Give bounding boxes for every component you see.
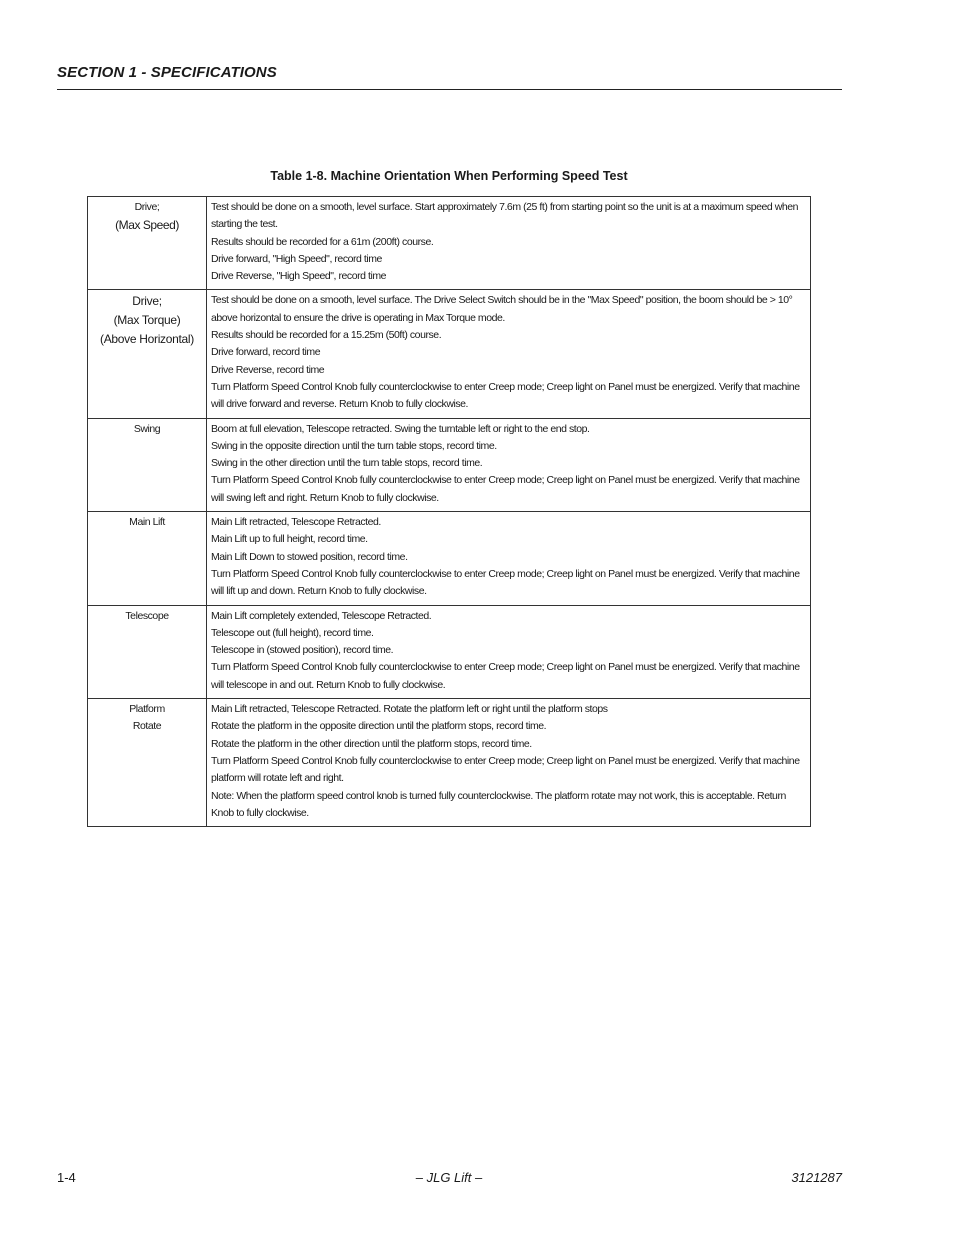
instruction-line: Swing in the other direction until the turn table stops, record time. [211, 457, 483, 470]
label-line: Rotate [132, 720, 162, 733]
row-instructions [207, 699, 811, 827]
instruction-line: Drive Reverse, "High Speed", record time [211, 270, 387, 283]
table-row [88, 290, 811, 418]
instruction-line: Results should be recorded for a 61m (200ft) course. [211, 235, 434, 248]
instruction-line: Turn Platform Speed Control Knob fully counterclockwise to enter Creep mode; Creep light on Panel must be energized. Verify that machine platform will rotate left and right. [211, 754, 800, 785]
row-label [88, 605, 207, 698]
row-label [88, 418, 207, 511]
table-row [88, 512, 811, 605]
row-instructions [207, 290, 811, 418]
label-line: Platform [129, 703, 165, 716]
instruction-line: Note: When the platform speed control knob is turned fully counterclockwise. The platform rotate may not work, this is acceptable. Return Knob to fully clockwise. [211, 789, 786, 819]
instruction-line: Rotate the platform in the other direction until the platform stops, record time. [211, 737, 532, 750]
instruction-line: Results should be recorded for a 15.25m (50ft) course. [211, 329, 442, 342]
header-rule [57, 89, 842, 90]
footer-brand: – JLG Lift – [415, 1170, 483, 1185]
instruction-line: Rotate the platform in the opposite direction until the platform stops, record time. [211, 720, 547, 733]
row-label [88, 197, 207, 290]
instruction-line: Main Lift completely extended, Telescope Retracted. [211, 609, 432, 622]
label-line: Main Lift [129, 516, 165, 529]
table-row [88, 699, 811, 827]
table-row [88, 197, 811, 290]
instruction-line: Boom at full elevation, Telescope retracted. Swing the turntable left or right to the end stop. [211, 422, 590, 435]
label-line: Drive; [134, 201, 160, 213]
table-row [88, 605, 811, 698]
instruction-line: Telescope in (stowed position), record time. [211, 644, 394, 657]
instruction-line: Drive forward, "High Speed", record time [211, 252, 382, 265]
row-instructions [207, 512, 811, 605]
instruction-line: Turn Platform Speed Control Knob fully counterclockwise to enter Creep mode; Creep light on Panel must be energized. Verify that machine will swing left and right. Return Knob to fully clockwise. [211, 474, 800, 504]
label-line: (Above Horizontal) [100, 332, 194, 347]
label-line: (Max Speed) [115, 218, 179, 233]
label-line: Drive; [132, 294, 162, 309]
instruction-line: Main Lift retracted, Telescope Retracted. [211, 516, 381, 529]
table-title: Table 1-8. Machine Orientation When Performing Speed Test [270, 169, 628, 183]
instruction-line: Turn Platform Speed Control Knob fully counterclockwise to enter Creep mode; Creep light on Panel must be energized. Verify that machine will drive forward and reverse. Return Knob to fully clockwise. [211, 380, 800, 411]
row-instructions [207, 197, 811, 290]
label-line: Swing [133, 422, 161, 435]
row-instructions [207, 418, 811, 511]
table-row [88, 418, 811, 511]
page-number: 1-4 [57, 1170, 76, 1185]
row-label [88, 699, 207, 827]
instruction-line: Test should be done on a smooth, level surface. Start approximately 7.6m (25 ft) from starting point so the unit is at a maximum speed when starting the test. [211, 201, 799, 231]
label-line: Telescope [125, 609, 169, 622]
speed-test-table [87, 196, 811, 827]
instruction-line: Drive forward, record time [211, 346, 321, 359]
label-line: (Max Torque) [113, 313, 181, 328]
row-label [88, 290, 207, 418]
row-instructions [207, 605, 811, 698]
instruction-line: Telescope out (full height), record time. [211, 626, 374, 639]
document-number: 3121287 [791, 1170, 842, 1185]
instruction-line: Swing in the opposite direction until the turn table stops, record time. [211, 439, 497, 452]
instruction-line: Main Lift up to full height, record time. [211, 533, 368, 546]
instruction-line: Turn Platform Speed Control Knob fully counterclockwise to enter Creep mode; Creep light on Panel must be energized. Verify that machine will lift up and down. Return Knob to fully clockwise. [211, 567, 800, 598]
instruction-line: Test should be done on a smooth, level surface. The Drive Select Switch should be in the "Max Speed" position, the boom should be > 10° above horizontal to ensure the drive is operating in Max Torque mode. [211, 294, 793, 324]
row-label [88, 512, 207, 605]
instruction-line: Turn Platform Speed Control Knob fully counterclockwise to enter Creep mode; Creep light on Panel must be energized. Verify that machine will telescope in and out. Return Knob to fully clockwise. [211, 661, 800, 691]
instruction-line: Main Lift Down to stowed position, record time. [211, 550, 408, 563]
section-header: SECTION 1 - SPECIFICATIONS [57, 64, 277, 81]
instruction-line: Drive Reverse, record time [211, 363, 325, 376]
instruction-line: Main Lift retracted, Telescope Retracted. Rotate the platform left or right until the platform stops [211, 703, 608, 716]
